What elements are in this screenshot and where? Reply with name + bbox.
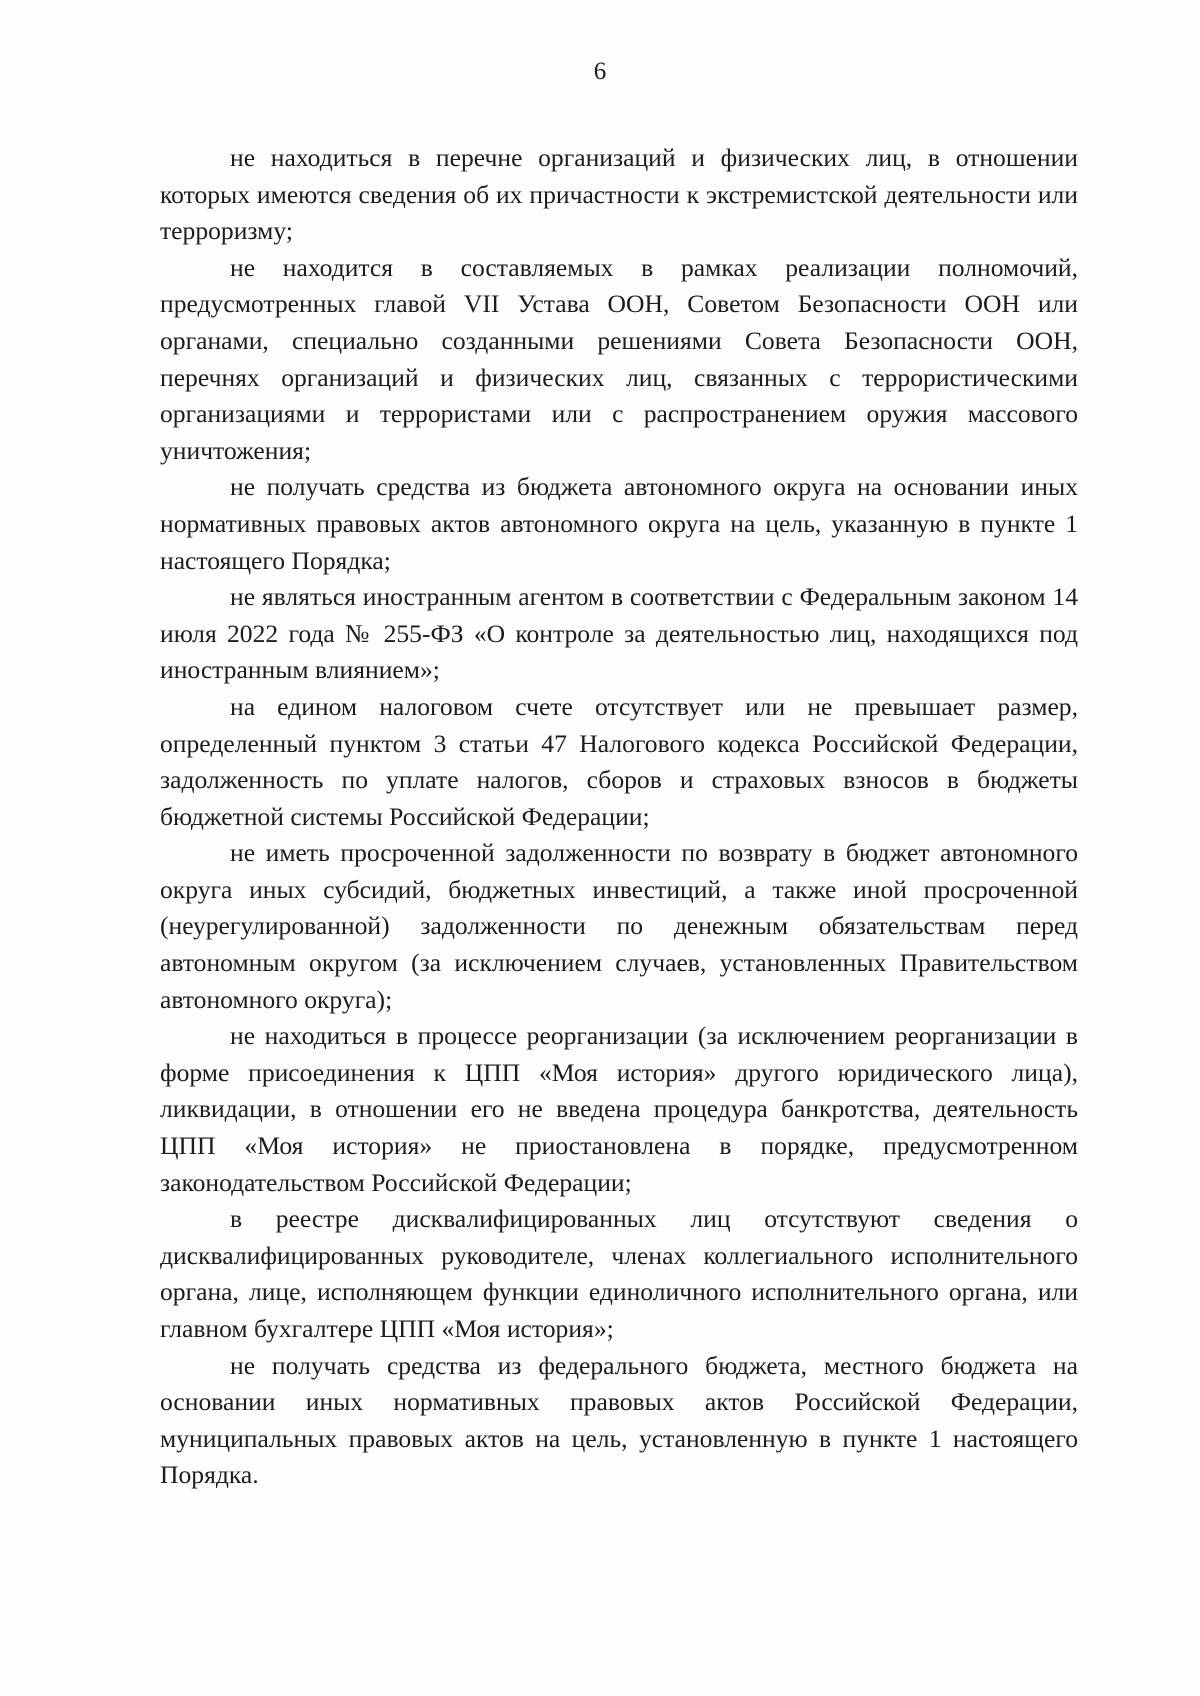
page-number: 6 [593, 58, 607, 85]
paragraph-un-sanctions-list: не находится в составляемых в рамках реализации полномочий, предусмотренных главой VII Устава ООН, Советом Безопасности ООН или органами, специально созданными решениями Совета Безопасности ООН, перечнях организаций и физических лиц, связанных с террористическими организациями и террористами или с распространением оружия массового уничтожения; [160, 252, 1078, 465]
paragraph-reorganization: не находиться в процессе реорганизации (за исключением реорганизации в форме присоединения к ЦПП «Моя история» другого юридического лица), ликвидации, в отношении его не введена процедура банкротства, деятельность ЦПП «Моя история» не приостановлена в порядке, предусмотренном законодательством Российской Федерации; [160, 1021, 1078, 1197]
paragraph-foreign-agent: не являться иностранным агентом в соответствии с Федеральным законом 14 июля 2022 года № 255-ФЗ «О контроле за деятельностью лиц, находящихся под иностранным влиянием»; [160, 582, 1078, 685]
paragraph-regional-budget-funds: не получать средства из бюджета автономного округа на основании иных нормативных правовых актов автономного округа на цель, указанную в пункте 1 настоящего Порядка; [160, 472, 1078, 575]
document-body [160, 140, 1078, 1494]
paragraph-extremism-list: не находиться в перечне организаций и физических лиц, в отношении которых имеются сведения об их причастности к экстремистской деятельности или терроризму; [160, 143, 1078, 246]
paragraph-overdue-debt: не иметь просроченной задолженности по возврату в бюджет автономного округа иных субсидий, бюджетных инвестиций, а также иной просроченной (неурегулированной) задолженности по денежным обязательствам перед автономным округом (за исключением случаев, установленных Правительством автономного округа); [160, 838, 1078, 1014]
paragraph-disqualified-persons: в реестре дисквалифицированных лиц отсутствуют сведения о дисквалифицированных руководителе, членах коллегиального исполнительного органа, лице, исполняющем функции единоличного исполнительного органа, или главном бухгалтере ЦПП «Моя история»; [160, 1204, 1078, 1343]
paragraph-federal-budget-funds: не получать средства из федерального бюджета, местного бюджета на основании иных нормативных правовых актов Российской Федерации, муниципальных правовых актов на цель, установленную в пункте 1 настоящего Порядка. [160, 1350, 1078, 1490]
paragraph-tax-debt: на едином налоговом счете отсутствует или не превышает размер, определенный пунктом 3 статьи 47 Налогового кодекса Российской Федерации, задолженность по уплате налогов, сборов и страховых взносов в бюджеты бюджетной системы Российской Федерации; [160, 691, 1078, 831]
